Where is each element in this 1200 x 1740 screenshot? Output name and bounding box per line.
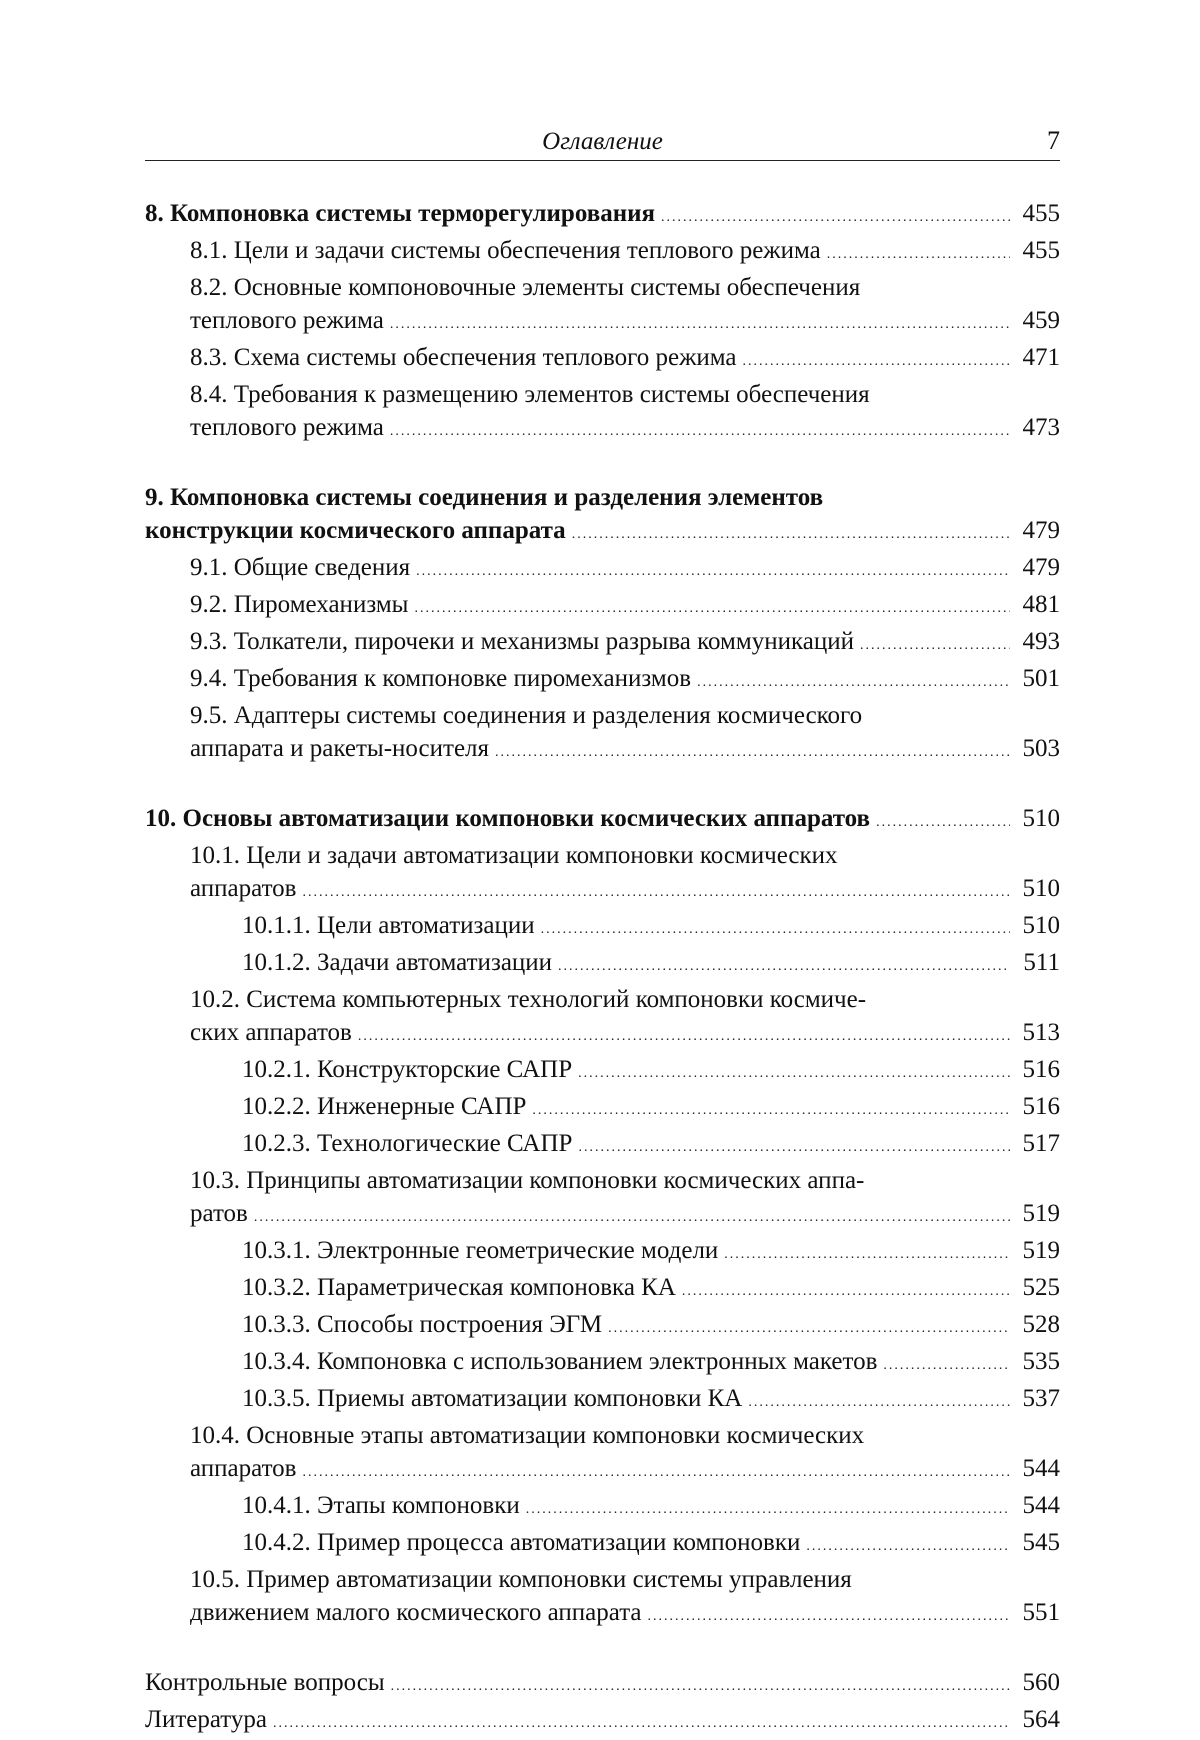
toc-entry-title: движением малого космического аппарата bbox=[190, 1599, 642, 1626]
dot-leader bbox=[526, 1493, 1010, 1526]
toc-page-number: 517 bbox=[1022, 1130, 1060, 1157]
running-header bbox=[145, 124, 1060, 161]
dot-leader bbox=[273, 1707, 1010, 1740]
toc-chapter-entry[interactable] bbox=[145, 802, 1060, 839]
toc-section-entry[interactable] bbox=[145, 1090, 1060, 1127]
toc-section-entry[interactable] bbox=[145, 234, 1060, 271]
toc-page-number: 545 bbox=[1022, 1529, 1060, 1556]
toc-page-number: 537 bbox=[1022, 1385, 1060, 1412]
toc-page-number: 471 bbox=[1022, 344, 1060, 371]
toc-section-entry[interactable] bbox=[145, 946, 1060, 983]
toc-entry-title: 9.3. Толкатели, пирочеки и механизмы разрыва коммуникаций bbox=[190, 628, 854, 655]
toc-page-number: 516 bbox=[1022, 1093, 1060, 1120]
toc-section-entry[interactable] bbox=[145, 625, 1060, 662]
dot-leader bbox=[416, 555, 1010, 588]
toc-section-entry[interactable] bbox=[145, 1234, 1060, 1271]
toc-page-number: 519 bbox=[1022, 1200, 1060, 1227]
section-gap bbox=[145, 769, 1060, 802]
toc-section-entry[interactable] bbox=[145, 1308, 1060, 1345]
dot-leader bbox=[254, 1201, 1010, 1234]
toc-page-number: 510 bbox=[1022, 912, 1060, 939]
toc-page-number: 459 bbox=[1022, 307, 1060, 334]
toc-entry-title: 10.4. Основные этапы автоматизации компоновки космических bbox=[190, 1422, 865, 1449]
dot-leader bbox=[302, 876, 1010, 909]
section-gap bbox=[145, 1633, 1060, 1666]
toc-section-entry[interactable] bbox=[145, 378, 1060, 448]
toc-page-number: 544 bbox=[1022, 1455, 1060, 1482]
toc-entry-title: аппарата и ракеты-носителя bbox=[190, 735, 490, 762]
toc-page-number: 551 bbox=[1022, 1599, 1060, 1626]
toc-entry-title: аппаратов bbox=[190, 1455, 297, 1482]
toc-entry-title: 10.3.4. Компоновка с использованием электронных макетов bbox=[242, 1348, 878, 1375]
toc-page-number: 510 bbox=[1022, 875, 1060, 902]
toc-entry-title: 9.2. Пиромеханизмы bbox=[190, 591, 409, 618]
toc-entry-title: 10.2.2. Инженерные САПР bbox=[242, 1093, 527, 1120]
toc-entry-title: 9.4. Требования к компоновке пиромеханизмов bbox=[190, 665, 692, 692]
dot-leader bbox=[302, 1456, 1010, 1489]
dot-leader bbox=[682, 1275, 1010, 1308]
toc-page-number: 501 bbox=[1022, 665, 1060, 692]
toc-page-number: 528 bbox=[1022, 1311, 1060, 1338]
toc-section-entry[interactable] bbox=[145, 271, 1060, 341]
toc-page-number: 473 bbox=[1022, 414, 1060, 441]
toc-page-number: 503 bbox=[1022, 735, 1060, 762]
toc-entry-title: 10.3. Принципы автоматизации компоновки космических аппа- bbox=[190, 1167, 865, 1194]
toc-entry-title: 9.1. Общие сведения bbox=[190, 554, 411, 581]
toc-entry-title: 10.3.5. Приемы автоматизации компоновки КА bbox=[242, 1385, 743, 1412]
toc-section-entry[interactable] bbox=[145, 341, 1060, 378]
toc-page-number: 519 bbox=[1022, 1237, 1060, 1264]
page-number: 7 bbox=[1047, 126, 1060, 155]
toc-entry-title: теплового режима bbox=[190, 307, 384, 334]
dot-leader bbox=[860, 629, 1010, 662]
toc-page-number: 493 bbox=[1022, 628, 1060, 655]
toc-entry-title: 10.4.2. Пример процесса автоматизации компоновки bbox=[242, 1529, 801, 1556]
toc-entry-title: 10.2. Система компьютерных технологий компоновки космиче- bbox=[190, 986, 867, 1013]
toc-page-number: 479 bbox=[1022, 554, 1060, 581]
toc-entry-title: Литература bbox=[145, 1706, 267, 1733]
toc-section-entry[interactable] bbox=[145, 1563, 1060, 1633]
dot-leader bbox=[391, 1670, 1010, 1703]
toc-section-entry[interactable] bbox=[145, 1382, 1060, 1419]
toc-entry-title: 8. Компоновка системы терморегулирования bbox=[145, 200, 656, 227]
toc-entry-title: 10.4.1. Этапы компоновки bbox=[242, 1492, 520, 1519]
toc-entry-title: 8.2. Основные компоновочные элементы системы обеспечения bbox=[190, 274, 861, 301]
toc-section-entry[interactable] bbox=[145, 588, 1060, 625]
toc-entry-title: 10.3.3. Способы построения ЭГМ bbox=[242, 1311, 603, 1338]
toc-section-entry[interactable] bbox=[145, 699, 1060, 769]
toc-entry-title: Контрольные вопросы bbox=[145, 1669, 385, 1696]
toc-chapter-entry[interactable] bbox=[145, 197, 1060, 234]
toc-entry-title: 10.3.2. Параметрическая компоновка КА bbox=[242, 1274, 676, 1301]
toc-section-entry[interactable] bbox=[145, 1271, 1060, 1308]
toc-page-number: 564 bbox=[1022, 1706, 1060, 1733]
toc-entry-title: конструкции космического аппарата bbox=[145, 517, 566, 544]
toc-entry-title: 10.1.1. Цели автоматизации bbox=[242, 912, 535, 939]
toc-section-entry[interactable] bbox=[145, 1419, 1060, 1489]
toc-page-number: 544 bbox=[1022, 1492, 1060, 1519]
toc-entry-title: 10.1.2. Задачи автоматизации bbox=[242, 949, 553, 976]
toc-section-entry[interactable] bbox=[145, 1489, 1060, 1526]
toc-section-entry[interactable] bbox=[145, 1526, 1060, 1563]
table-of-contents bbox=[145, 197, 1060, 1740]
toc-entry-title: 8.1. Цели и задачи системы обеспечения теплового режима bbox=[190, 237, 821, 264]
toc-page-number: 560 bbox=[1022, 1669, 1060, 1696]
dot-leader bbox=[724, 1238, 1010, 1271]
toc-page-number: 481 bbox=[1022, 591, 1060, 618]
toc-page-number: 510 bbox=[1022, 805, 1060, 832]
toc-page-number: 455 bbox=[1022, 237, 1060, 264]
toc-entry-title: ратов bbox=[190, 1200, 248, 1227]
toc-entry-title: 10.3.1. Электронные геометрические модели bbox=[242, 1237, 719, 1264]
dot-leader bbox=[578, 1131, 1010, 1164]
dot-leader bbox=[883, 1349, 1010, 1382]
dot-leader bbox=[541, 913, 1010, 946]
toc-entry-title: теплового режима bbox=[190, 414, 384, 441]
toc-section-entry[interactable] bbox=[145, 1127, 1060, 1164]
toc-entry-title: ских аппаратов bbox=[190, 1019, 352, 1046]
toc-section-entry[interactable] bbox=[145, 983, 1060, 1053]
toc-section-entry[interactable] bbox=[145, 662, 1060, 699]
toc-section-entry[interactable] bbox=[145, 1345, 1060, 1382]
dot-leader bbox=[661, 201, 1010, 234]
dot-leader bbox=[876, 806, 1010, 839]
dot-leader bbox=[648, 1600, 1010, 1633]
dot-leader bbox=[495, 736, 1010, 769]
toc-section-entry[interactable] bbox=[145, 551, 1060, 588]
toc-section-entry[interactable] bbox=[145, 909, 1060, 946]
toc-entry-title: 9.5. Адаптеры системы соединения и разделения космического bbox=[190, 702, 863, 729]
dot-leader bbox=[608, 1312, 1010, 1345]
toc-page-number: 535 bbox=[1022, 1348, 1060, 1375]
dot-leader bbox=[572, 518, 1010, 551]
toc-page-number: 479 bbox=[1022, 517, 1060, 544]
header-title: Оглавление bbox=[542, 128, 663, 155]
section-gap bbox=[145, 448, 1060, 481]
toc-backmatter-entry[interactable] bbox=[145, 1666, 1060, 1703]
toc-section-entry[interactable] bbox=[145, 839, 1060, 909]
toc-page-number: 516 bbox=[1022, 1056, 1060, 1083]
toc-chapter-entry[interactable] bbox=[145, 481, 1060, 551]
dot-leader bbox=[806, 1530, 1010, 1563]
dot-leader bbox=[390, 415, 1010, 448]
dot-leader bbox=[414, 592, 1010, 625]
toc-entry-title: 10.2.3. Технологические САПР bbox=[242, 1130, 573, 1157]
dot-leader bbox=[697, 666, 1010, 699]
toc-backmatter-entry[interactable] bbox=[145, 1703, 1060, 1740]
toc-entry-title: 10.2.1. Конструкторские САПР bbox=[242, 1056, 573, 1083]
toc-page-number: 511 bbox=[1023, 949, 1060, 976]
toc-entry-title: 10.1. Цели и задачи автоматизации компоновки космических bbox=[190, 842, 838, 869]
dot-leader bbox=[748, 1386, 1010, 1419]
dot-leader bbox=[532, 1094, 1010, 1127]
toc-page-number: 525 bbox=[1022, 1274, 1060, 1301]
toc-entry-title: 8.3. Схема системы обеспечения теплового режима bbox=[190, 344, 737, 371]
dot-leader bbox=[390, 308, 1010, 341]
toc-page-number: 513 bbox=[1022, 1019, 1060, 1046]
toc-entry-title: аппаратов bbox=[190, 875, 297, 902]
toc-section-entry[interactable] bbox=[145, 1053, 1060, 1090]
dot-leader bbox=[558, 950, 1010, 983]
dot-leader bbox=[578, 1057, 1010, 1090]
dot-leader bbox=[358, 1020, 1010, 1053]
toc-section-entry[interactable] bbox=[145, 1164, 1060, 1234]
toc-entry-title: 8.4. Требования к размещению элементов системы обеспечения bbox=[190, 381, 870, 408]
toc-entry-title: 9. Компоновка системы соединения и разделения элементов bbox=[145, 484, 824, 511]
toc-page-number: 455 bbox=[1022, 200, 1060, 227]
dot-leader bbox=[742, 345, 1010, 378]
toc-entry-title: 10.5. Пример автоматизации компоновки системы управления bbox=[190, 1566, 852, 1593]
toc-entry-title: 10. Основы автоматизации компоновки космических аппаратов bbox=[145, 805, 871, 832]
dot-leader bbox=[827, 238, 1010, 271]
